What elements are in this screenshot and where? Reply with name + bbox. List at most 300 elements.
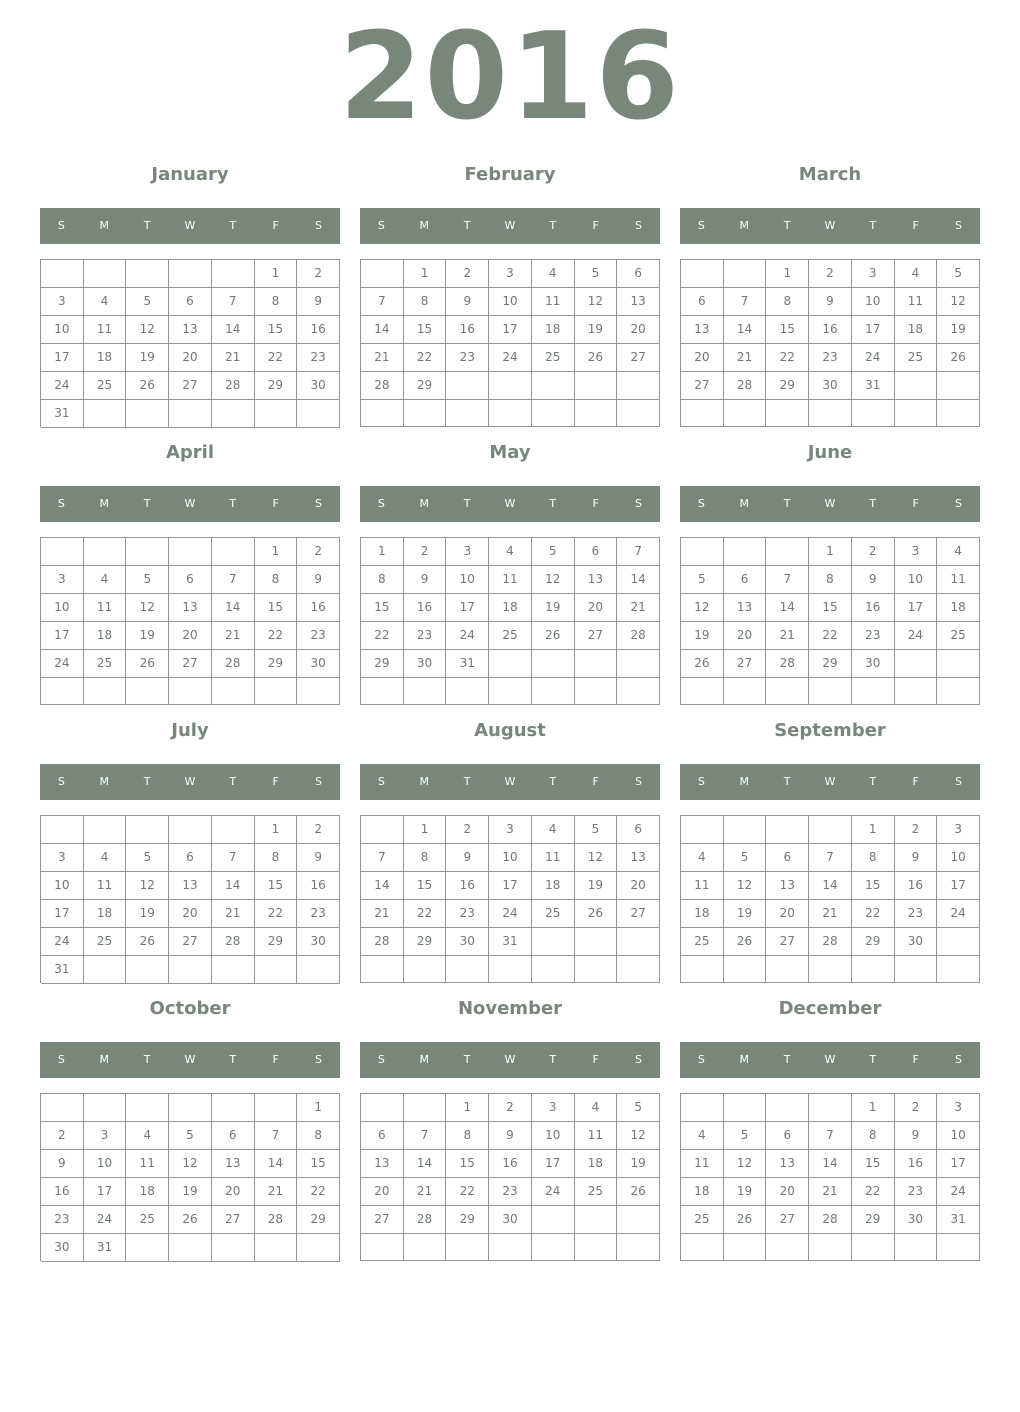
empty-day-cell: [169, 400, 212, 428]
day-cell: 23: [41, 1206, 84, 1234]
empty-day-cell: [126, 538, 169, 566]
month-title: August: [474, 720, 546, 741]
day-cell: 24: [446, 622, 489, 650]
day-cell: 27: [724, 650, 767, 678]
day-cell: 22: [255, 344, 298, 372]
day-cell: 11: [532, 844, 575, 872]
empty-day-cell: [489, 956, 532, 983]
empty-day-cell: [852, 678, 895, 705]
day-cell: 12: [126, 316, 169, 344]
day-cell: 17: [895, 594, 938, 622]
day-cell: 30: [852, 650, 895, 678]
day-cell: 20: [212, 1178, 255, 1206]
empty-day-cell: [126, 1094, 169, 1122]
day-cell: 14: [404, 1150, 447, 1178]
weekday-label: S: [697, 775, 705, 788]
day-cell: 12: [681, 594, 724, 622]
weekday-label: W: [824, 775, 836, 788]
day-cell: 6: [617, 260, 660, 288]
weekday-label: M: [739, 1053, 750, 1066]
day-cell: 9: [404, 566, 447, 594]
day-cell: 18: [126, 1178, 169, 1206]
day-cell: 30: [809, 372, 852, 400]
day-cell: 27: [617, 900, 660, 928]
day-cell: 11: [895, 288, 938, 316]
day-cell: 7: [212, 566, 255, 594]
day-cell: 21: [724, 344, 767, 372]
weekday-label: W: [184, 219, 196, 232]
day-cell: 31: [41, 956, 84, 984]
day-cell: 19: [617, 1150, 660, 1178]
weekday-label: T: [783, 775, 791, 788]
day-cell: 31: [446, 650, 489, 678]
day-cell: 7: [255, 1122, 298, 1150]
day-cell: 11: [84, 872, 127, 900]
empty-day-cell: [84, 816, 127, 844]
empty-day-cell: [446, 372, 489, 400]
day-cell: 5: [724, 1122, 767, 1150]
month-december: [680, 994, 980, 1264]
weekday-label: M: [99, 775, 110, 788]
empty-day-cell: [84, 1094, 127, 1122]
day-cell: 26: [169, 1206, 212, 1234]
weekday-label: S: [377, 497, 385, 510]
empty-day-cell: [937, 928, 980, 956]
day-cell: 24: [532, 1178, 575, 1206]
day-cell: 16: [297, 594, 340, 622]
day-cell: 6: [617, 816, 660, 844]
empty-day-cell: [297, 678, 340, 705]
empty-day-cell: [575, 650, 618, 678]
day-cell: 7: [404, 1122, 447, 1150]
day-cell: 18: [681, 1178, 724, 1206]
day-cell: 24: [84, 1206, 127, 1234]
empty-day-cell: [617, 650, 660, 678]
day-cell: 17: [41, 622, 84, 650]
day-cell: 25: [937, 622, 980, 650]
empty-day-cell: [766, 678, 809, 705]
month-title: September: [774, 720, 886, 741]
weekday-label: W: [504, 1053, 516, 1066]
empty-day-cell: [169, 260, 212, 288]
day-grid: [360, 259, 660, 427]
weekday-label: T: [463, 219, 471, 232]
day-cell: 7: [617, 538, 660, 566]
day-cell: 22: [255, 900, 298, 928]
day-cell: 18: [532, 872, 575, 900]
day-cell: 25: [681, 1206, 724, 1234]
day-cell: 11: [84, 316, 127, 344]
empty-day-cell: [489, 1234, 532, 1261]
day-cell: 17: [489, 316, 532, 344]
day-cell: 19: [724, 1178, 767, 1206]
empty-day-cell: [575, 1206, 618, 1234]
day-cell: 9: [41, 1150, 84, 1178]
day-cell: 8: [361, 566, 404, 594]
weekday-label: S: [57, 775, 65, 788]
day-cell: 23: [852, 622, 895, 650]
weekday-label: S: [377, 219, 385, 232]
day-cell: 2: [809, 260, 852, 288]
day-cell: 12: [169, 1150, 212, 1178]
day-cell: 22: [297, 1178, 340, 1206]
day-cell: 24: [41, 650, 84, 678]
day-cell: 28: [404, 1206, 447, 1234]
day-cell: 21: [212, 344, 255, 372]
empty-day-cell: [575, 400, 618, 427]
day-cell: 25: [126, 1206, 169, 1234]
day-cell: 5: [532, 538, 575, 566]
day-cell: 17: [84, 1178, 127, 1206]
day-cell: 28: [361, 928, 404, 956]
empty-day-cell: [617, 678, 660, 705]
empty-day-cell: [361, 1234, 404, 1261]
day-cell: 6: [361, 1122, 404, 1150]
day-cell: 16: [895, 872, 938, 900]
day-cell: 12: [724, 872, 767, 900]
weekday-label: F: [592, 219, 599, 232]
weekday-label: F: [272, 497, 279, 510]
weekday-label: S: [954, 775, 962, 788]
empty-day-cell: [404, 678, 447, 705]
empty-day-cell: [361, 816, 404, 844]
day-grid: [680, 1093, 980, 1261]
weekday-label: F: [592, 775, 599, 788]
empty-day-cell: [937, 650, 980, 678]
empty-day-cell: [895, 650, 938, 678]
empty-day-cell: [126, 1234, 169, 1262]
weekday-label: S: [314, 497, 322, 510]
day-cell: 6: [169, 566, 212, 594]
day-cell: 4: [84, 288, 127, 316]
empty-day-cell: [169, 816, 212, 844]
day-cell: 20: [681, 344, 724, 372]
weekday-label: S: [954, 497, 962, 510]
day-cell: 15: [297, 1150, 340, 1178]
day-cell: 27: [617, 344, 660, 372]
day-cell: 2: [41, 1122, 84, 1150]
day-cell: 18: [532, 316, 575, 344]
day-grid: [680, 815, 980, 983]
day-cell: 10: [937, 844, 980, 872]
empty-day-cell: [681, 1094, 724, 1122]
day-cell: 20: [617, 316, 660, 344]
weekday-label: T: [143, 497, 151, 510]
weekday-label: T: [463, 1053, 471, 1066]
day-cell: 1: [446, 1094, 489, 1122]
day-cell: 7: [766, 566, 809, 594]
weekday-label: S: [57, 219, 65, 232]
empty-day-cell: [361, 956, 404, 983]
day-cell: 24: [489, 900, 532, 928]
day-cell: 2: [895, 816, 938, 844]
day-cell: 21: [212, 622, 255, 650]
day-cell: 9: [297, 844, 340, 872]
day-cell: 25: [532, 900, 575, 928]
day-cell: 9: [852, 566, 895, 594]
day-cell: 20: [617, 872, 660, 900]
day-cell: 10: [532, 1122, 575, 1150]
weekday-label: S: [697, 1053, 705, 1066]
month-october: [40, 994, 340, 1264]
day-cell: 1: [404, 260, 447, 288]
weekday-label: S: [57, 1053, 65, 1066]
weekday-header: [360, 486, 660, 522]
day-cell: 11: [84, 594, 127, 622]
day-cell: 27: [169, 928, 212, 956]
weekday-label: T: [229, 497, 237, 510]
day-cell: 30: [895, 1206, 938, 1234]
day-cell: 22: [852, 1178, 895, 1206]
day-cell: 27: [766, 1206, 809, 1234]
month-july: [40, 716, 340, 986]
day-cell: 2: [852, 538, 895, 566]
weekday-label: T: [143, 775, 151, 788]
day-cell: 3: [446, 538, 489, 566]
day-cell: 26: [575, 900, 618, 928]
day-cell: 2: [489, 1094, 532, 1122]
day-cell: 24: [41, 372, 84, 400]
day-cell: 1: [361, 538, 404, 566]
day-cell: 21: [255, 1178, 298, 1206]
day-cell: 24: [895, 622, 938, 650]
day-cell: 25: [681, 928, 724, 956]
day-cell: 31: [489, 928, 532, 956]
day-cell: 4: [489, 538, 532, 566]
day-cell: 3: [489, 816, 532, 844]
empty-day-cell: [766, 1094, 809, 1122]
day-cell: 20: [724, 622, 767, 650]
day-cell: 7: [361, 844, 404, 872]
day-cell: 18: [84, 622, 127, 650]
empty-day-cell: [852, 956, 895, 983]
weekday-label: S: [634, 1053, 642, 1066]
day-cell: 25: [84, 372, 127, 400]
day-cell: 10: [41, 316, 84, 344]
day-cell: 4: [84, 566, 127, 594]
weekday-label: F: [912, 497, 919, 510]
day-cell: 20: [361, 1178, 404, 1206]
day-cell: 14: [212, 316, 255, 344]
day-cell: 18: [681, 900, 724, 928]
empty-day-cell: [84, 400, 127, 428]
empty-day-cell: [361, 1094, 404, 1122]
day-cell: 29: [255, 650, 298, 678]
day-cell: 12: [937, 288, 980, 316]
day-cell: 15: [255, 594, 298, 622]
day-cell: 10: [84, 1150, 127, 1178]
day-cell: 28: [809, 928, 852, 956]
day-cell: 15: [255, 872, 298, 900]
empty-day-cell: [532, 650, 575, 678]
day-cell: 12: [126, 594, 169, 622]
day-cell: 27: [169, 650, 212, 678]
day-cell: 28: [766, 650, 809, 678]
weekday-header: [40, 764, 340, 800]
day-cell: 4: [681, 1122, 724, 1150]
day-cell: 1: [809, 538, 852, 566]
day-cell: 3: [41, 566, 84, 594]
day-cell: 18: [937, 594, 980, 622]
day-cell: 17: [937, 1150, 980, 1178]
day-cell: 14: [809, 872, 852, 900]
empty-day-cell: [126, 816, 169, 844]
day-cell: 21: [212, 900, 255, 928]
weekday-header: [680, 486, 980, 522]
day-cell: 7: [361, 288, 404, 316]
weekday-label: F: [272, 219, 279, 232]
day-cell: 17: [41, 344, 84, 372]
day-cell: 21: [809, 1178, 852, 1206]
weekday-label: T: [463, 775, 471, 788]
day-cell: 16: [446, 316, 489, 344]
day-cell: 19: [575, 316, 618, 344]
day-cell: 13: [169, 872, 212, 900]
weekday-label: T: [783, 497, 791, 510]
weekday-header: [40, 208, 340, 244]
empty-day-cell: [169, 1234, 212, 1262]
day-cell: 15: [404, 316, 447, 344]
day-cell: 14: [617, 566, 660, 594]
day-cell: 20: [575, 594, 618, 622]
weekday-label: M: [739, 219, 750, 232]
weekday-label: S: [634, 775, 642, 788]
day-cell: 24: [852, 344, 895, 372]
empty-day-cell: [575, 956, 618, 983]
empty-day-cell: [212, 816, 255, 844]
day-cell: 8: [255, 566, 298, 594]
day-cell: 1: [852, 1094, 895, 1122]
day-grid: [40, 537, 340, 705]
day-cell: 28: [361, 372, 404, 400]
day-cell: 16: [489, 1150, 532, 1178]
day-grid: [40, 259, 340, 427]
day-cell: 1: [404, 816, 447, 844]
day-cell: 2: [297, 260, 340, 288]
day-cell: 12: [126, 872, 169, 900]
day-cell: 6: [766, 844, 809, 872]
day-cell: 10: [937, 1122, 980, 1150]
day-cell: 16: [895, 1150, 938, 1178]
day-cell: 2: [404, 538, 447, 566]
day-cell: 3: [41, 288, 84, 316]
day-cell: 9: [446, 288, 489, 316]
day-cell: 15: [852, 1150, 895, 1178]
day-cell: 1: [766, 260, 809, 288]
empty-day-cell: [895, 1234, 938, 1261]
day-cell: 15: [404, 872, 447, 900]
empty-day-cell: [681, 400, 724, 427]
month-september: [680, 716, 980, 986]
empty-day-cell: [937, 372, 980, 400]
empty-day-cell: [724, 678, 767, 705]
day-cell: 7: [212, 844, 255, 872]
empty-day-cell: [41, 538, 84, 566]
day-cell: 29: [766, 372, 809, 400]
day-cell: 26: [617, 1178, 660, 1206]
empty-day-cell: [255, 956, 298, 984]
day-cell: 27: [212, 1206, 255, 1234]
day-cell: 31: [41, 400, 84, 428]
empty-day-cell: [212, 538, 255, 566]
day-cell: 24: [937, 1178, 980, 1206]
empty-day-cell: [489, 372, 532, 400]
day-cell: 12: [575, 288, 618, 316]
empty-day-cell: [895, 956, 938, 983]
day-cell: 22: [766, 344, 809, 372]
day-cell: 19: [126, 900, 169, 928]
weekday-label: S: [377, 1053, 385, 1066]
day-cell: 19: [126, 344, 169, 372]
day-cell: 30: [446, 928, 489, 956]
empty-day-cell: [41, 1094, 84, 1122]
empty-day-cell: [681, 538, 724, 566]
empty-day-cell: [809, 400, 852, 427]
empty-day-cell: [681, 956, 724, 983]
day-cell: 30: [297, 372, 340, 400]
weekday-label: W: [184, 497, 196, 510]
day-cell: 29: [297, 1206, 340, 1234]
empty-day-cell: [212, 956, 255, 984]
empty-day-cell: [212, 1094, 255, 1122]
day-cell: 13: [575, 566, 618, 594]
day-cell: 20: [766, 1178, 809, 1206]
empty-day-cell: [766, 538, 809, 566]
day-cell: 10: [41, 872, 84, 900]
day-cell: 17: [532, 1150, 575, 1178]
day-cell: 16: [41, 1178, 84, 1206]
day-cell: 20: [766, 900, 809, 928]
empty-day-cell: [361, 260, 404, 288]
empty-day-cell: [169, 956, 212, 984]
day-cell: 26: [532, 622, 575, 650]
day-cell: 23: [446, 344, 489, 372]
empty-day-cell: [361, 400, 404, 427]
empty-day-cell: [809, 1234, 852, 1261]
day-cell: 1: [852, 816, 895, 844]
day-cell: 14: [809, 1150, 852, 1178]
weekday-label: W: [504, 775, 516, 788]
weekday-label: M: [99, 497, 110, 510]
weekday-label: S: [697, 219, 705, 232]
day-cell: 9: [297, 566, 340, 594]
day-cell: 15: [446, 1150, 489, 1178]
day-cell: 14: [766, 594, 809, 622]
day-cell: 10: [41, 594, 84, 622]
empty-day-cell: [617, 928, 660, 956]
day-cell: 13: [361, 1150, 404, 1178]
day-cell: 23: [297, 344, 340, 372]
day-cell: 2: [895, 1094, 938, 1122]
day-cell: 8: [404, 288, 447, 316]
day-cell: 1: [255, 260, 298, 288]
day-cell: 7: [724, 288, 767, 316]
weekday-label: T: [229, 1053, 237, 1066]
empty-day-cell: [404, 1094, 447, 1122]
day-cell: 8: [809, 566, 852, 594]
day-cell: 8: [297, 1122, 340, 1150]
empty-day-cell: [766, 1234, 809, 1261]
empty-day-cell: [895, 372, 938, 400]
day-cell: 3: [937, 816, 980, 844]
day-cell: 4: [937, 538, 980, 566]
empty-day-cell: [489, 650, 532, 678]
day-cell: 13: [617, 844, 660, 872]
day-cell: 5: [681, 566, 724, 594]
day-cell: 20: [169, 344, 212, 372]
day-cell: 25: [84, 650, 127, 678]
day-cell: 23: [404, 622, 447, 650]
